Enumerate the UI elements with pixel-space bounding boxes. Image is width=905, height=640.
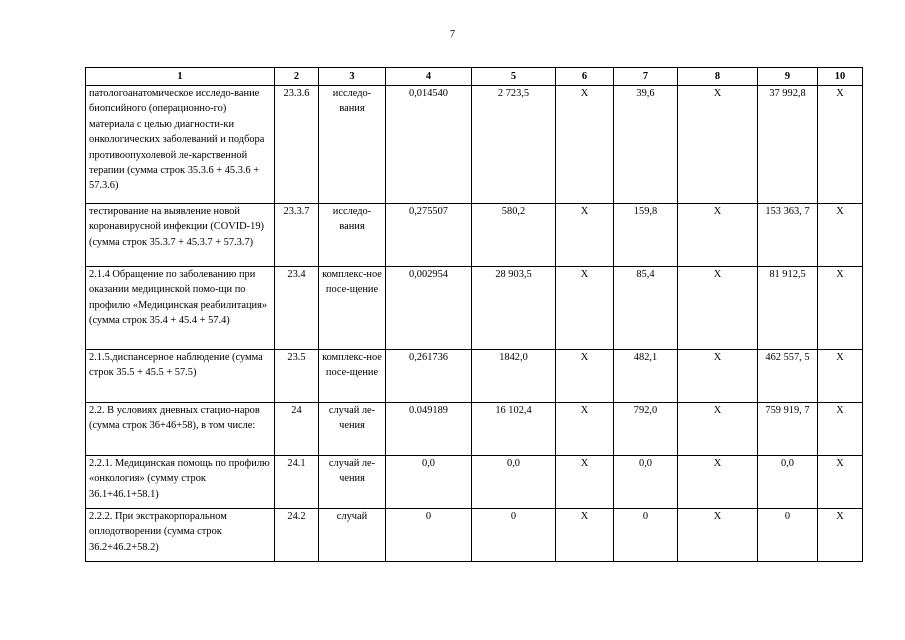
row-code-cell: 23.3.7 bbox=[275, 204, 319, 267]
row-value-cell: 153 363, 7 bbox=[758, 204, 818, 267]
table-row bbox=[86, 509, 863, 562]
row-value-cell: Х bbox=[678, 456, 758, 509]
row-value-cell: Х bbox=[818, 403, 863, 456]
row-unit-cell: случай ле-чения bbox=[319, 403, 386, 456]
row-unit-cell: комплекс-ное посе-щение bbox=[319, 350, 386, 403]
header-cell: 5 bbox=[472, 68, 556, 86]
table-header-row bbox=[86, 68, 863, 86]
row-value-cell: Х bbox=[678, 267, 758, 350]
row-value-cell: 159,8 bbox=[614, 204, 678, 267]
row-unit-cell: комплекс-ное посе-щение bbox=[319, 267, 386, 350]
table-row bbox=[86, 456, 863, 509]
row-value-cell: Х bbox=[556, 204, 614, 267]
row-value-cell: 0 bbox=[758, 509, 818, 562]
row-value-cell: 81 912,5 bbox=[758, 267, 818, 350]
row-value-cell: 85,4 bbox=[614, 267, 678, 350]
row-value-cell: 0,275507 bbox=[386, 204, 472, 267]
row-unit-cell: случай bbox=[319, 509, 386, 562]
header-cell: 1 bbox=[86, 68, 275, 86]
row-value-cell: 0,0 bbox=[472, 456, 556, 509]
row-name-cell: патологоанатомическое исследо-вание биопсийного (операционно-го) материала с целью диагности-ки онкологических заболеваний и подбора противоопухолевой ле-карственной терапии (сумма строк 35.3.6 + 45.3.6 + 57.3.6) bbox=[86, 86, 275, 204]
row-name-cell: 2.2.1. Медицинская помощь по профилю «онкология» (сумму строк 36.1+46.1+58.1) bbox=[86, 456, 275, 509]
row-value-cell: Х bbox=[556, 456, 614, 509]
table-row bbox=[86, 86, 863, 204]
header-cell: 10 bbox=[818, 68, 863, 86]
header-cell: 9 bbox=[758, 68, 818, 86]
row-value-cell: 0,002954 bbox=[386, 267, 472, 350]
row-value-cell: 462 557, 5 bbox=[758, 350, 818, 403]
header-cell: 6 bbox=[556, 68, 614, 86]
row-value-cell: Х bbox=[556, 509, 614, 562]
table-row bbox=[86, 204, 863, 267]
row-unit-cell: исследо-вания bbox=[319, 86, 386, 204]
row-value-cell: Х bbox=[556, 267, 614, 350]
row-value-cell: 39,6 bbox=[614, 86, 678, 204]
header-cell: 8 bbox=[678, 68, 758, 86]
row-code-cell: 24.1 bbox=[275, 456, 319, 509]
row-value-cell: 0 bbox=[614, 509, 678, 562]
row-value-cell: Х bbox=[678, 403, 758, 456]
row-value-cell: Х bbox=[556, 86, 614, 204]
row-unit-cell: исследо-вания bbox=[319, 204, 386, 267]
row-value-cell: Х bbox=[818, 267, 863, 350]
row-value-cell: 37 992,8 bbox=[758, 86, 818, 204]
table-row bbox=[86, 350, 863, 403]
row-value-cell: 792,0 bbox=[614, 403, 678, 456]
row-value-cell: Х bbox=[556, 403, 614, 456]
row-value-cell: 580,2 bbox=[472, 204, 556, 267]
row-unit-cell: случай ле-чения bbox=[319, 456, 386, 509]
row-value-cell: Х bbox=[818, 350, 863, 403]
row-name-cell: 2.1.5.диспансерное наблюдение (сумма строк 35.5 + 45.5 + 57.5) bbox=[86, 350, 275, 403]
row-value-cell: 0 bbox=[472, 509, 556, 562]
table-row bbox=[86, 267, 863, 350]
row-name-cell: 2.2.2. При экстракорпоральном оплодотворении (сумма строк 36.2+46.2+58.2) bbox=[86, 509, 275, 562]
row-value-cell: 2 723,5 bbox=[472, 86, 556, 204]
row-value-cell: Х bbox=[678, 350, 758, 403]
row-value-cell: 0,0 bbox=[614, 456, 678, 509]
row-value-cell: 0 bbox=[386, 509, 472, 562]
row-name-cell: 2.2. В условиях дневных стацио-наров (сумма строк 36+46+58), в том числе: bbox=[86, 403, 275, 456]
row-value-cell: Х bbox=[818, 456, 863, 509]
row-value-cell: 0.049189 bbox=[386, 403, 472, 456]
row-value-cell: 482,1 bbox=[614, 350, 678, 403]
row-value-cell: Х bbox=[678, 204, 758, 267]
row-code-cell: 24 bbox=[275, 403, 319, 456]
row-value-cell: 0,014540 bbox=[386, 86, 472, 204]
row-value-cell: 16 102,4 bbox=[472, 403, 556, 456]
row-value-cell: Х bbox=[818, 204, 863, 267]
row-value-cell: Х bbox=[818, 86, 863, 204]
row-value-cell: 759 919, 7 bbox=[758, 403, 818, 456]
header-cell: 2 bbox=[275, 68, 319, 86]
row-value-cell: Х bbox=[556, 350, 614, 403]
row-value-cell: Х bbox=[678, 509, 758, 562]
row-value-cell: Х bbox=[818, 509, 863, 562]
row-code-cell: 24.2 bbox=[275, 509, 319, 562]
row-value-cell: 28 903,5 bbox=[472, 267, 556, 350]
row-code-cell: 23.3.6 bbox=[275, 86, 319, 204]
header-cell: 4 bbox=[386, 68, 472, 86]
header-cell: 7 bbox=[614, 68, 678, 86]
row-code-cell: 23.5 bbox=[275, 350, 319, 403]
data-table bbox=[85, 67, 863, 562]
table-row bbox=[86, 403, 863, 456]
row-value-cell: 0,0 bbox=[386, 456, 472, 509]
page-number: 7 bbox=[449, 29, 456, 40]
row-value-cell: Х bbox=[678, 86, 758, 204]
header-cell: 3 bbox=[319, 68, 386, 86]
row-name-cell: 2.1.4 Обращение по заболеванию при оказании медицинской помо-щи по профилю «Медицинская реабилитация» (сумма строк 35.4 + 45.4 + 57.4) bbox=[86, 267, 275, 350]
row-name-cell: тестирование на выявление новой коронавирусной инфекции (COVID-19) (сумма строк 35.3.7 + 45.3.7 + 57.3.7) bbox=[86, 204, 275, 267]
row-code-cell: 23.4 bbox=[275, 267, 319, 350]
row-value-cell: 1842,0 bbox=[472, 350, 556, 403]
row-value-cell: 0,261736 bbox=[386, 350, 472, 403]
row-value-cell: 0,0 bbox=[758, 456, 818, 509]
